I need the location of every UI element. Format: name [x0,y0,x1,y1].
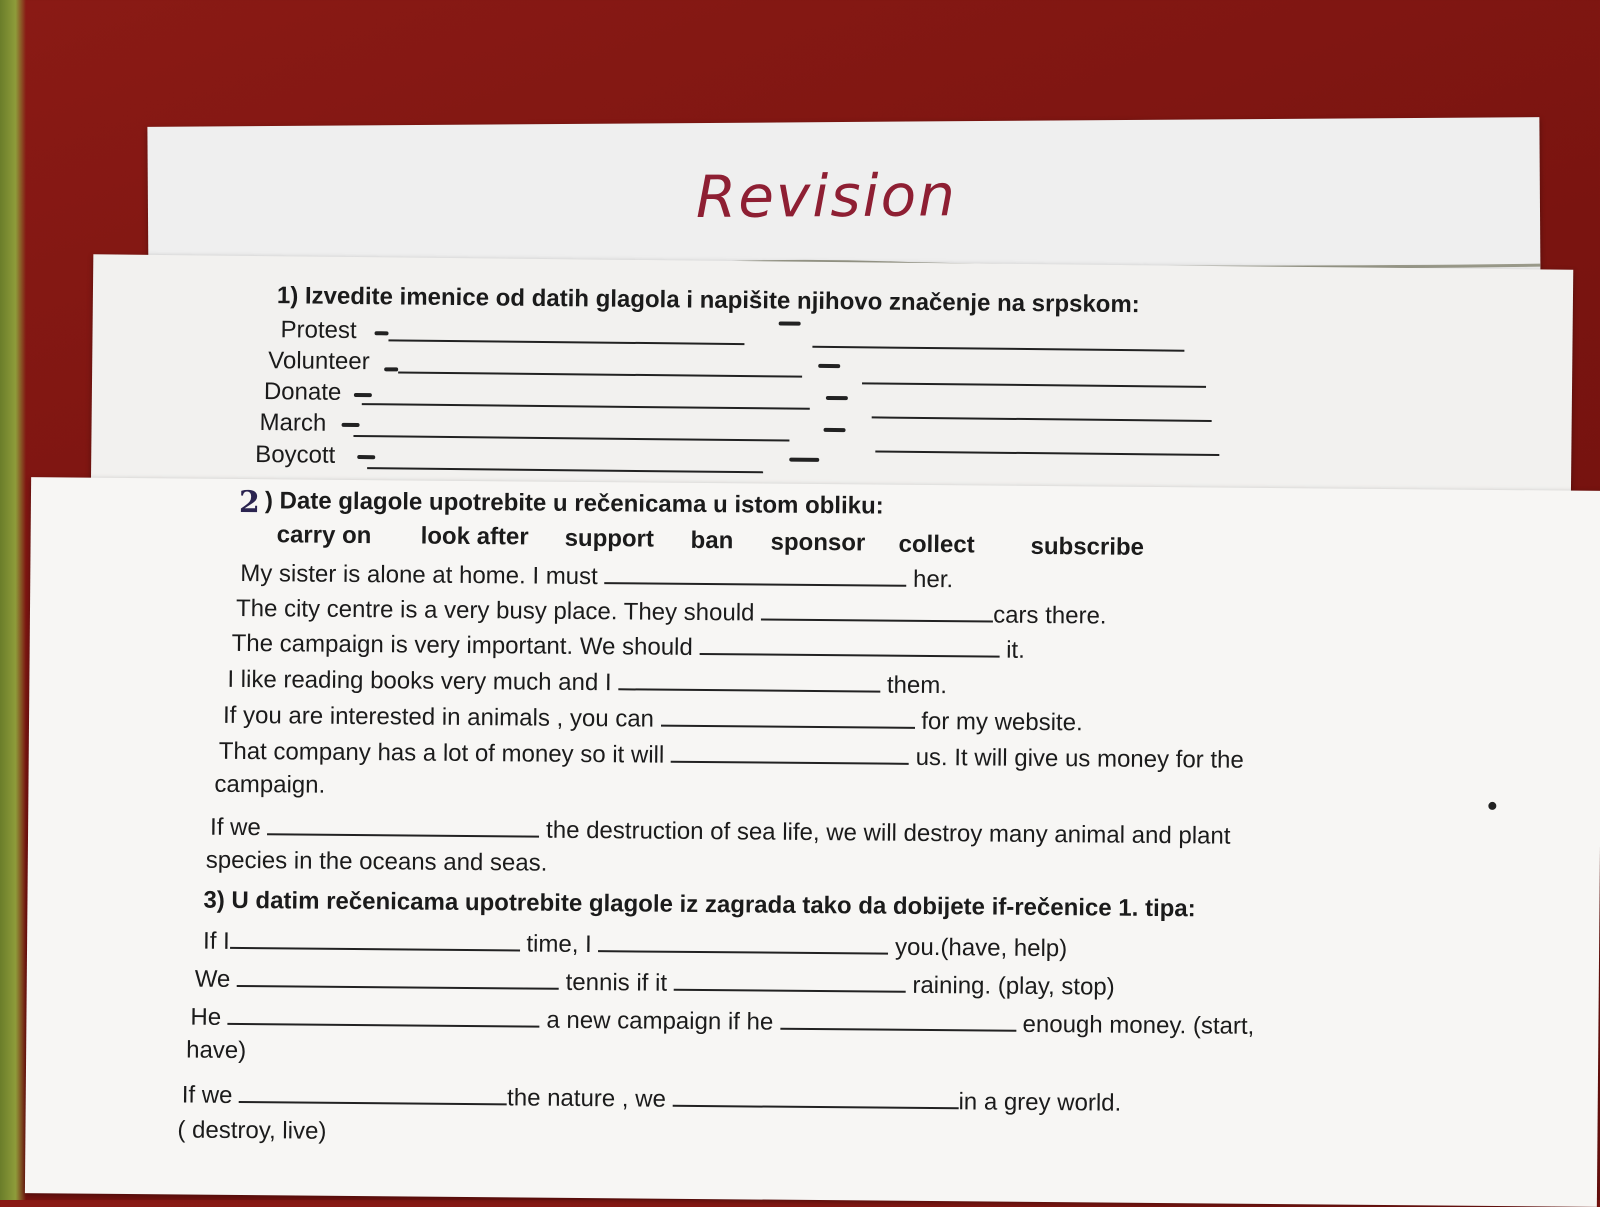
sentence-text: tennis if it [565,968,668,997]
sentence-3-4 [182,1078,1122,1117]
dash-mark [818,364,840,368]
verb-protest: Protest [280,316,357,345]
sentence-text: a new campaign if he [546,1006,774,1036]
sentence-text: My sister is alone at home. I must [240,559,598,591]
answer-blank[interactable] [671,739,909,765]
dash-mark [824,428,846,432]
sentence-text: raining. (play, stop) [912,971,1115,1001]
word-bank-item: carry on [276,521,372,550]
sentence-3-3 [190,1001,1254,1041]
sentence-text: If we [181,1081,233,1109]
sentence-text: us. It will give us money for the [915,743,1244,774]
answer-line-noun-5[interactable] [367,467,763,473]
verb-volunteer: Volunteer [268,347,370,376]
answer-blank[interactable] [661,703,915,729]
word-bank-item: support [564,524,655,553]
sentence-3-3-continued: have) [186,1036,247,1065]
exercise-2-heading: ) Date glagole upotrebite u rečenicama u istom obliku: [264,487,884,520]
sentence-text: I like reading books very much and I [227,665,612,697]
dash-mark [354,393,372,397]
sentence-2-6-continued: campaign. [214,770,326,799]
answer-blank[interactable] [228,1001,540,1028]
answer-blank[interactable] [230,925,520,952]
answer-blank[interactable] [761,597,993,623]
sentence-text: the destruction of sea life, we will destroy many animal and plant [546,816,1231,850]
sentence-text: If I [202,927,230,955]
answer-line-meaning-2[interactable] [862,382,1206,388]
sentence-text: you.(have, help) [894,933,1068,963]
sentence-2-6 [219,735,1244,775]
answer-line-noun-2[interactable] [398,371,802,377]
page-title: Revision [695,161,958,232]
sentence-text: He [190,1003,222,1031]
sentence-text: in a grey world. [958,1088,1122,1117]
word-bank-item: collect [898,530,975,559]
dash-mark [826,396,848,400]
answer-blank[interactable] [267,811,539,837]
sentence-text: it. [1006,636,1025,664]
exercise-2-number-mark: 2 [238,484,260,521]
word-bank-item: look after [420,522,529,551]
verb-march: March [259,409,327,437]
answer-blank[interactable] [699,631,999,658]
word-bank-item: sponsor [770,528,866,557]
sentence-text: We [194,965,231,993]
sentence-text: The campaign is very important. We should [231,629,693,661]
dash-mark [779,321,801,325]
answer-blank[interactable] [598,928,888,955]
answer-blank[interactable] [237,963,559,990]
sentence-2-7 [210,811,1231,851]
background-edge [0,0,26,1200]
dash-mark [342,423,360,427]
answer-blank[interactable] [672,1083,958,1109]
sentence-2-4 [227,663,947,700]
exercise-3-heading: 3) U datim rečenicama upotrebite glagole iz zagrada tako da dobijete if-rečenice 1. tipa: [203,886,1196,923]
answer-blank[interactable] [239,1079,507,1105]
answer-line-noun-4[interactable] [353,435,789,442]
answer-blank[interactable] [780,1006,1016,1032]
word-bank-item: subscribe [1030,532,1145,561]
sentence-text: them. [886,671,948,700]
sentence-text: That company has a lot of money so it will [218,737,665,769]
sentence-3-1 [203,925,1067,964]
sentence-text: If we [209,813,261,842]
sentence-3-4-continued: ( destroy, live) [177,1116,327,1145]
sentence-text: enough money. (start, [1022,1010,1255,1040]
sentence-text: the nature , we [506,1084,666,1113]
answer-line-noun-1[interactable] [388,339,744,345]
verb-donate: Donate [263,378,342,406]
answer-line-meaning-3[interactable] [872,416,1212,422]
sentence-2-7-continued: species in the oceans and seas. [205,846,548,877]
sentence-2-1 [240,557,953,594]
sentence-text: time, I [526,930,592,959]
dash-mark [357,455,375,459]
answer-line-meaning-4[interactable] [875,450,1219,456]
sentence-text: for my website. [921,707,1083,737]
sentence-2-2 [236,592,1107,631]
sentence-3-2 [195,963,1115,1002]
answer-line-meaning-1[interactable] [812,346,1184,352]
sentence-2-3 [232,627,1025,665]
sentence-text: her. [912,565,954,594]
answer-blank[interactable] [674,967,906,993]
dash-mark [375,331,389,335]
answer-blank[interactable] [618,666,880,692]
sentence-text: The city centre is a very busy place. They should [235,594,755,627]
sentence-text: If you are interested in animals , you can [222,701,655,733]
sentence-text: cars there. [993,601,1107,630]
dash-mark [384,367,398,371]
word-bank-item: ban [690,526,734,555]
dash-mark [789,458,819,462]
sentence-2-5 [223,699,1083,738]
ink-speck [1488,802,1496,810]
answer-blank[interactable] [604,560,906,587]
exercise-1-heading: 1) Izvedite imenice od datih glagola i napišite njihovo značenje na srpskom: [276,282,1140,319]
exercise-2-3-sheet [25,477,1600,1207]
verb-boycott: Boycott [255,440,336,469]
answer-line-noun-3[interactable] [362,403,810,410]
